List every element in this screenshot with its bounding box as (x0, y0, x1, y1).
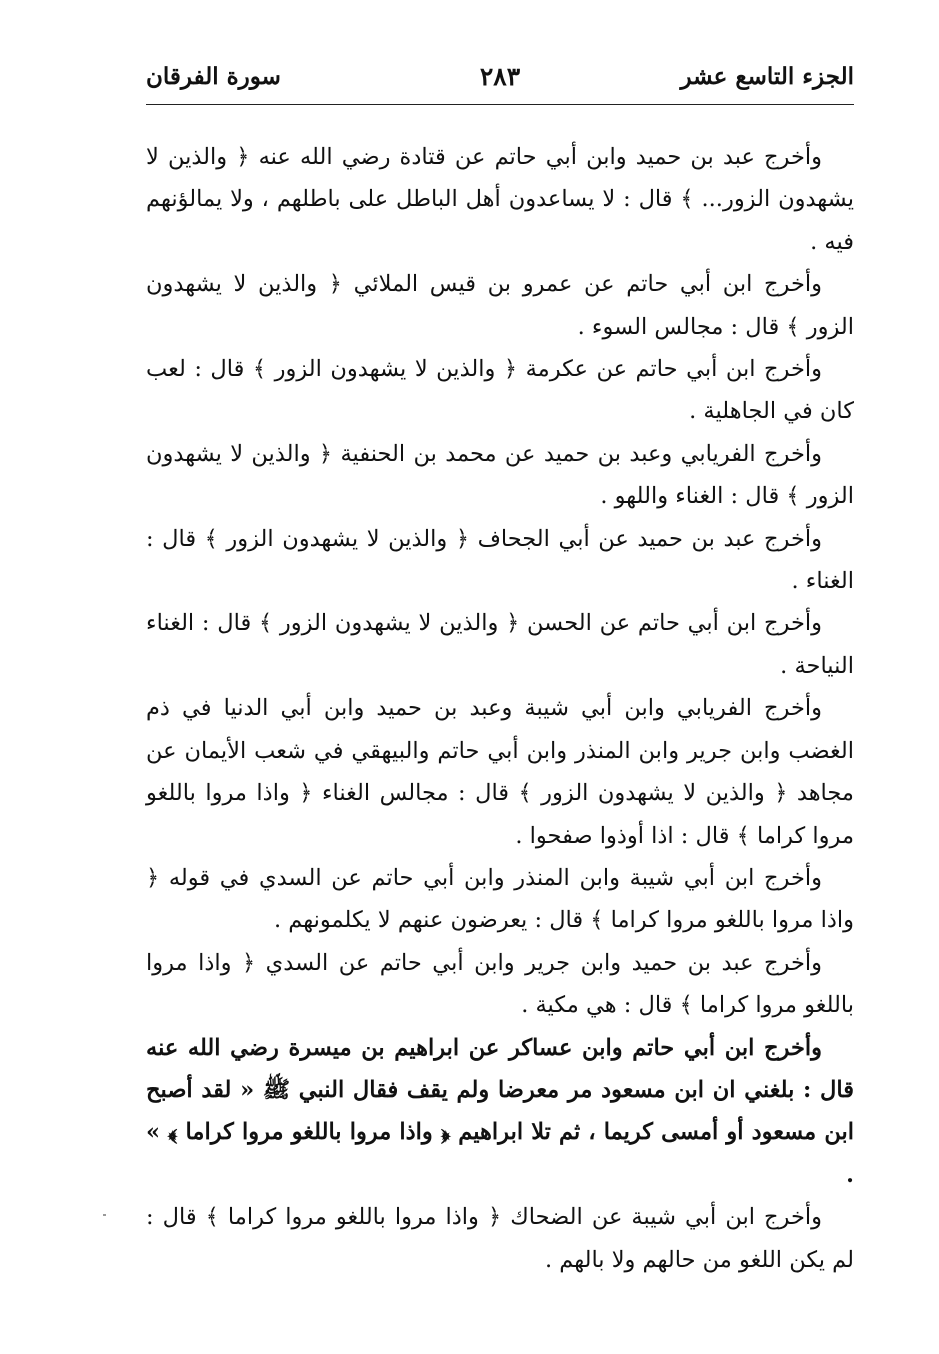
paragraph: وأخرج ابن أبي حاتم وابن عساكر عن ابراهيم بن ميسرة رضي الله عنه قال : بلغني ان ابن مسعود مر معرضا ولم يقف فقال النبي ﷺ « لقد أصبح ابن مسعود أو أمسى كريما ، ثم تلا ابراهيم ﴿ واذا مروا باللغو مروا كراما ﴾ » . (146, 1034, 854, 1188)
chapter-title: الجزء التاسع عشر (680, 62, 854, 90)
paragraph: وأخرج ابن أبي حاتم عن عمرو بن قيس الملائي ﴿ والذين لا يشهدون الزور ﴾ قال : مجالس السوء . (146, 271, 854, 340)
paragraph: وأخرج عبد بن حميد وابن أبي حاتم عن قتادة رضي الله عنه ﴿ والذين لا يشهدون الزور... ﴾ قال : لا يساعدون أهل الباطل على باطلهم ، ولا يمالؤنهم فيه . (146, 144, 854, 255)
page-header (146, 52, 854, 100)
paragraph: وأخرج ابن أبي حاتم عن عكرمة ﴿ والذين لا يشهدون الزور ﴾ قال : لعب كان في الجاهلية . (146, 356, 854, 425)
header-divider (146, 104, 854, 105)
paragraph: وأخرج الفريابي وابن أبي شيبة وعبد بن حميد وابن أبي الدنيا في ذم الغضب وابن جرير وابن المنذر وابن أبي حاتم والبيهقي في شعب الأيمان عن مجاهد ﴿ والذين لا يشهدون الزور ﴾ قال : مجالس الغناء ﴿ واذا مروا باللغو مروا كراما ﴾ قال : اذا أوذوا صفحوا . (146, 695, 854, 849)
paragraph: وأخرج ابن أبي شيبة عن الضحاك ﴿ واذا مروا باللغو مروا كراما ﴾ قال : لم يكن اللغو من حالهم ولا بالهم . (146, 1204, 854, 1273)
surah-title: سورة الفرقان (146, 62, 281, 90)
paragraph: وأخرج الفريابي وعبد بن حميد عن محمد بن الحنفية ﴿ والذين لا يشهدون الزور ﴾ قال : الغناء واللهو . (146, 440, 854, 510)
scan-mark (103, 1214, 106, 1216)
paragraph: وأخرج ابن أبي حاتم عن الحسن ﴿ والذين لا يشهدون الزور ﴾ قال : الغناء النياحة . (146, 610, 854, 679)
page-number: ٢٨٣ (479, 61, 521, 91)
body-text (146, 136, 854, 1281)
paragraph: وأخرج عبد بن حميد وابن جرير وابن أبي حاتم عن السدي ﴿ واذا مروا باللغو مروا كراما ﴾ قال : هي مكية . (146, 949, 854, 1019)
paragraph: وأخرج عبد بن حميد عن أبي الجحاف ﴿ والذين لا يشهدون الزور ﴾ قال : الغناء . (146, 525, 854, 595)
paragraph: وأخرج ابن أبي شيبة وابن المنذر وابن أبي حاتم عن السدي في قوله ﴿ واذا مروا باللغو مروا كراما ﴾ قال : يعرضون عنهم لا يكلمونهم . (146, 864, 854, 934)
